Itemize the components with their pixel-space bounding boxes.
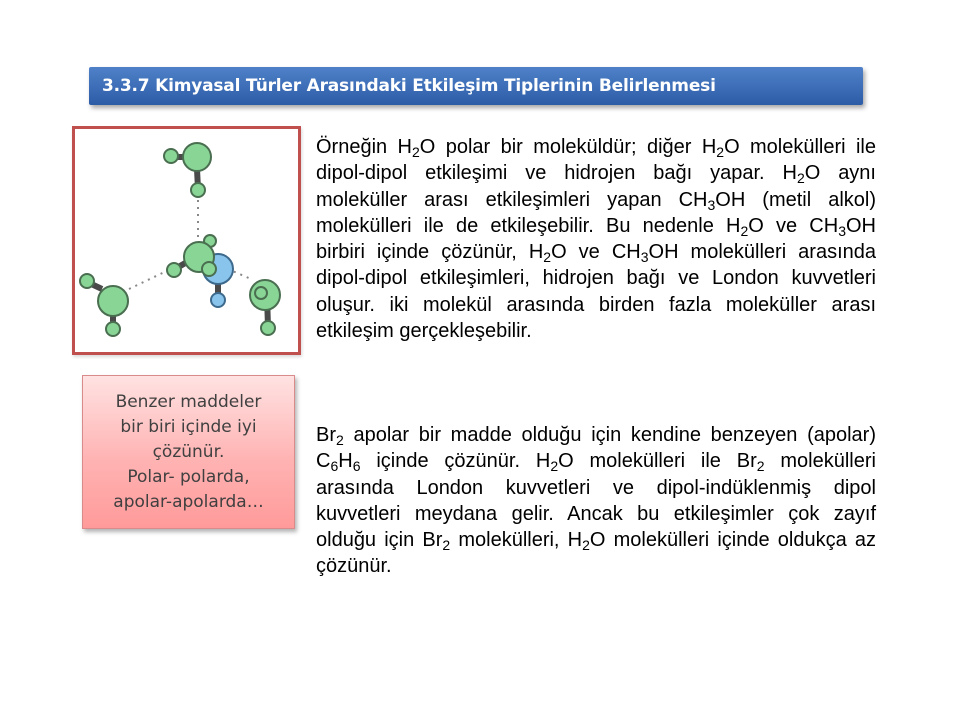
note-line: apolar-apolarda… bbox=[113, 491, 264, 512]
slide-title: 3.3.7 Kimyasal Türler Arasındaki Etkileşim Tiplerinin Belirlenmesi bbox=[102, 76, 716, 96]
note-line: bir biri içinde iyi bbox=[120, 416, 257, 437]
methanol-molecule bbox=[167, 235, 233, 307]
note-line: Polar- polarda, bbox=[127, 466, 250, 487]
water-molecule-top bbox=[164, 143, 211, 197]
paragraph-water-methanol: Örneğin $H_2O$ polar bir moleküldür; diğer $H_2O$ molekülleri ile dipol-dipol etkileşimi ve hidrojen bağı yapar. $H_2O$ aynı moleküller arası etkileşimleri yapan $CH_3OH$ (metil alkol) molekülleri ile de etkileşebilir. Bu nedenle $H_2O$ ve $CH_3OH$ birbiri içinde çözünür, $H_2O$ ve $CH_3OH$ molekülleri arasında dipol-dipol etkileşimleri, hidrojen bağı ve London kuvvetleri oluşur. iki molekül arasında birden fazla moleküller arası etkileşim gerçekleşebilir. bbox=[316, 136, 877, 343]
paragraph-bromine: $Br_2$ apolar bir madde olduğu için kendine benzeyen (apolar) $C_6H_6$ içinde çözünür. $H_2O$ molekülleri ile $Br_2$ molekülleri arasında London kuvvetleri ve dipol-indüklenmiş dipol kuvvetleri meydana gelir. Ancak bu etkileşimler çok zayıf olduğu için $Br_2$ molekülleri, $H_2O$ molekülleri içinde oldukça az çözünür. bbox=[316, 424, 876, 578]
molecule-image bbox=[72, 126, 301, 355]
water-methanol-diagram bbox=[75, 129, 298, 352]
title-bar bbox=[89, 67, 863, 105]
note-line: çözünür. bbox=[152, 441, 225, 462]
callout-note bbox=[82, 375, 295, 529]
water-molecule-right bbox=[250, 280, 280, 335]
note-line: Benzer maddeler bbox=[115, 391, 262, 412]
water-molecule-left bbox=[80, 274, 128, 336]
